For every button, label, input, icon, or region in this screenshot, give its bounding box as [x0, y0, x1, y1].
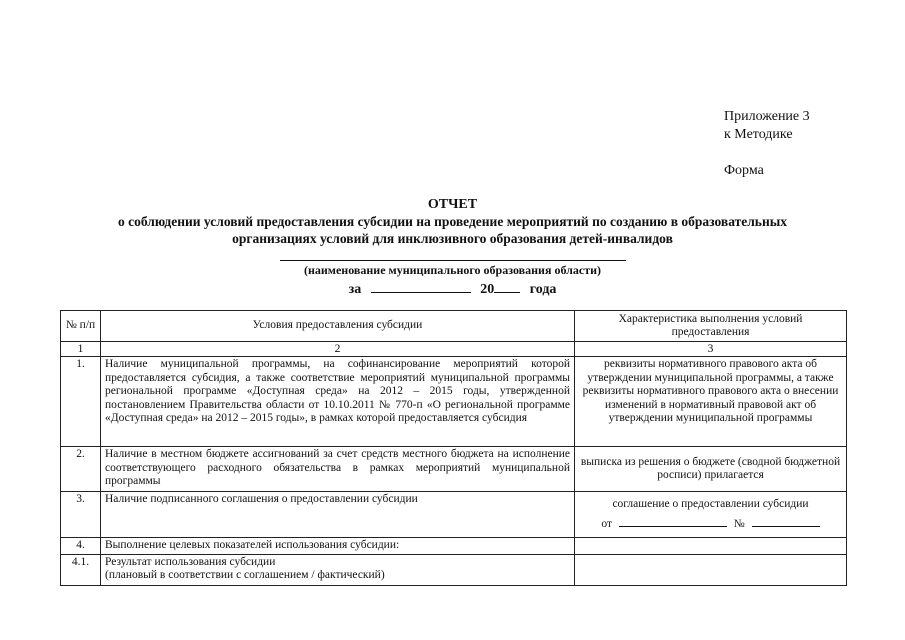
row-num: 3.: [61, 492, 101, 538]
table-row: [61, 492, 847, 538]
agreement-from-label: от: [601, 518, 612, 530]
row-num: 4.1.: [61, 554, 101, 585]
row-characteristic: реквизиты нормативного правового акта об утверждении муниципальной программы, а также реквизиты нормативного правового акта о внесении изменений в нормативный правовой акт об утверждении муниципальной программы: [575, 357, 847, 447]
table-row: [61, 538, 847, 555]
header-num: № п/п: [61, 311, 101, 342]
table-row: [61, 554, 847, 585]
table-header-row: [61, 311, 847, 342]
row-condition: Наличие муниципальной программы, на софинансирование мероприятий которой предоставляется субсидия, а также соответствие мероприятий муниципальной программы региональной программе «Доступная среда» на 2012 – 2015 годы, утвержденной постановлением Правительства области от 10.10.2011 № 770-п «О региональной программе «Доступная среда» на 2012 – 2015 годы», в рамках которой предоставляется субсидия: [101, 357, 575, 447]
agreement-text: соглашение о предоставлении субсидии: [612, 497, 809, 510]
period-year-blank-field[interactable]: [494, 280, 520, 293]
appendix-line-2: к Методике: [724, 127, 793, 142]
row-characteristic-empty[interactable]: [575, 554, 847, 585]
row-characteristic-agreement: [575, 492, 847, 538]
agreement-date-field[interactable]: [619, 514, 727, 527]
row-condition: [101, 554, 575, 585]
period-blank-field[interactable]: [371, 280, 471, 293]
municipality-caption: (наименование муниципального образования области): [303, 263, 602, 277]
appendix-line-1: Приложение 3: [724, 109, 810, 124]
row-condition-line-1: Результат использования субсидии: [105, 555, 276, 568]
report-subtitle-line-2: организациях условий для инклюзивного образования детей-инвалидов: [232, 231, 673, 246]
municipality-blank-line[interactable]: [280, 260, 626, 261]
header-conditions: Условия предоставления субсидии: [101, 311, 575, 342]
row-characteristic-empty[interactable]: [575, 538, 847, 555]
agreement-number-field[interactable]: [752, 514, 820, 527]
report-heading: ОТЧЕТ: [427, 197, 478, 212]
row-characteristic: выписка из решения о бюджете (сводной бюджетной росписи) прилагается: [575, 447, 847, 492]
column-number-1: 1: [61, 342, 101, 357]
report-period: [0, 280, 905, 298]
conditions-table: [60, 310, 847, 586]
row-condition: Наличие подписанного соглашения о предоставлении субсидии: [101, 492, 575, 538]
row-condition-line-2: (плановый в соответствии с соглашением / фактический): [105, 569, 385, 581]
appendix-note: [724, 108, 810, 180]
column-number-row: [61, 342, 847, 357]
column-number-2: 2: [101, 342, 575, 357]
period-prefix: за: [348, 282, 362, 297]
table-row: [61, 357, 847, 447]
row-num: 2.: [61, 447, 101, 492]
column-number-3: 3: [575, 342, 847, 357]
header-characteristics: Характеристика выполнения условий предоставления: [575, 311, 847, 342]
period-year-prefix: 20: [480, 282, 495, 297]
table-row: [61, 447, 847, 492]
agreement-no-label: №: [733, 518, 745, 530]
row-condition: Наличие в местном бюджете ассигнований за счет средств местного бюджета на исполнение соответствующего расходного обязательства в рамках мероприятий муниципальной программы: [101, 447, 575, 492]
row-num: 4.: [61, 538, 101, 555]
report-subtitle-line-1: о соблюдении условий предоставления субсидии на проведение мероприятий по созданию в образовательных: [117, 214, 788, 229]
period-suffix: года: [529, 282, 557, 297]
row-num: 1.: [61, 357, 101, 447]
form-label: Форма: [724, 163, 764, 178]
agreement-details: [579, 514, 842, 532]
report-title: [0, 196, 905, 247]
row-condition: Выполнение целевых показателей использования субсидии:: [101, 538, 575, 555]
